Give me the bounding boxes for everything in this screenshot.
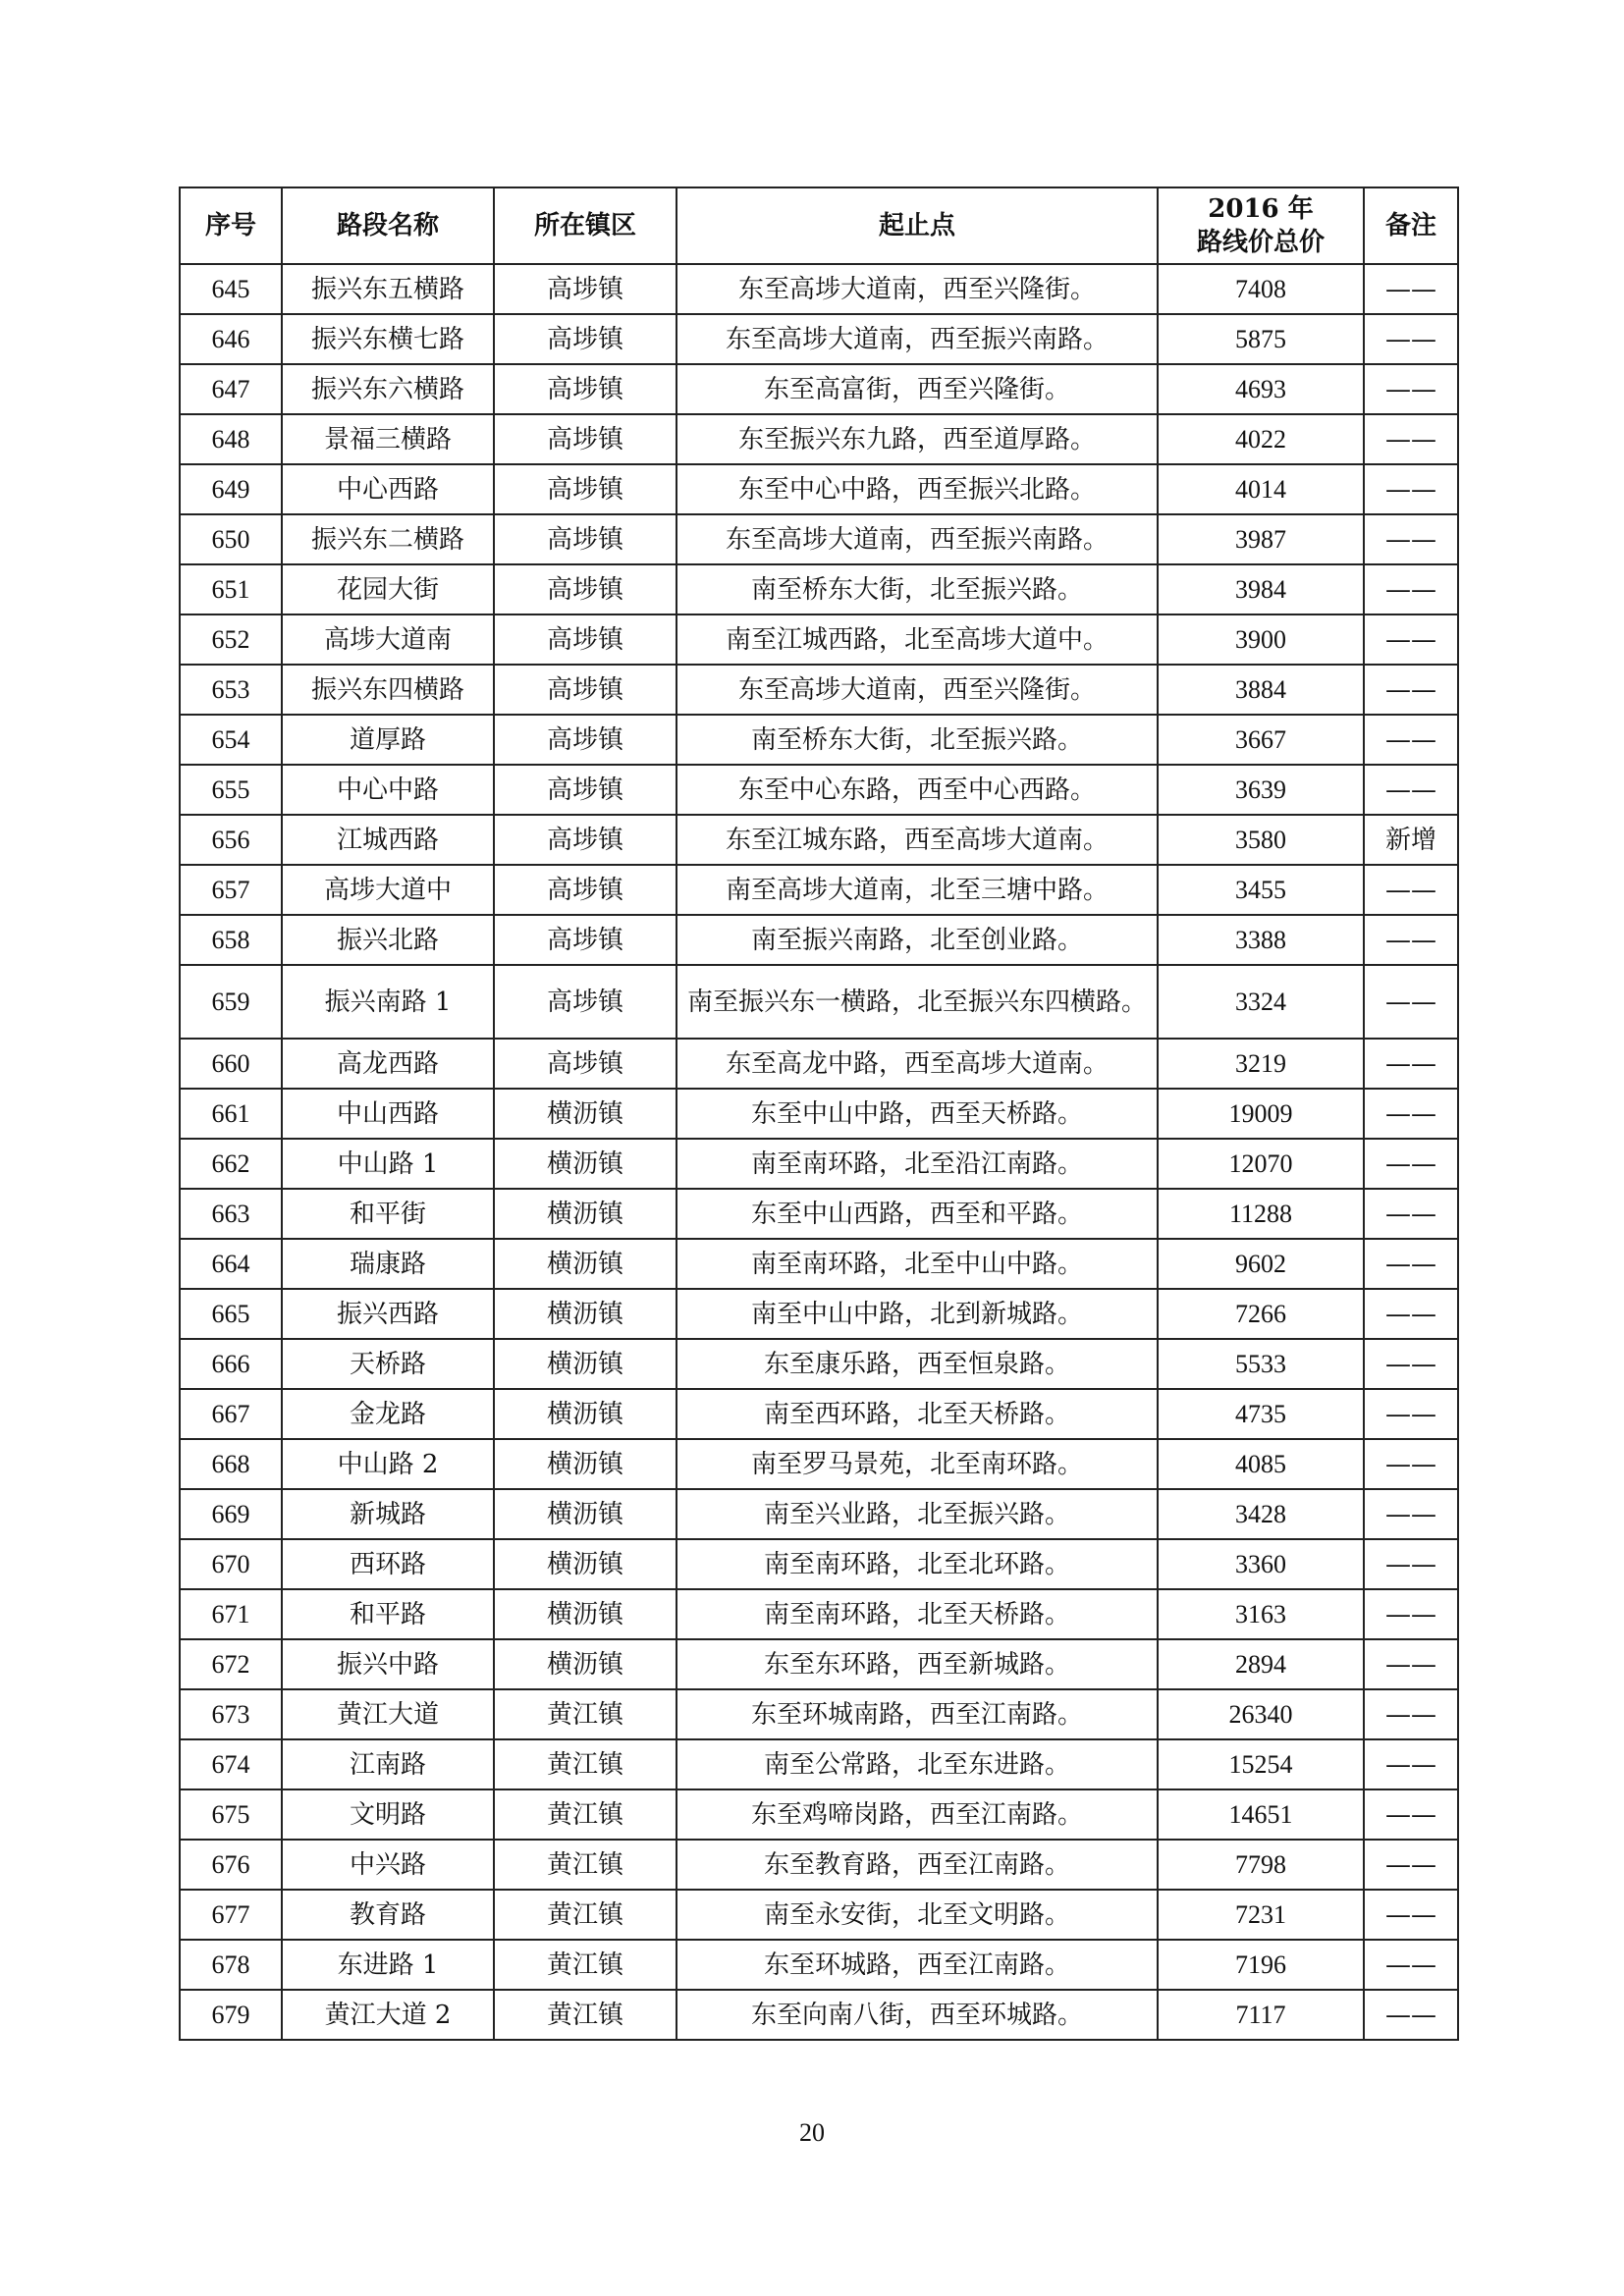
cell-note: ——	[1364, 1739, 1458, 1789]
cell-town: 高埗镇	[494, 765, 677, 815]
cell-note: ——	[1364, 965, 1458, 1039]
cell-start-end: 东至环城南路，西至江南路。	[677, 1689, 1158, 1739]
cell-price: 7196	[1158, 1940, 1364, 1990]
cell-road-name: 黄江大道	[282, 1689, 494, 1739]
table-row	[180, 965, 1458, 1039]
cell-price: 5875	[1158, 314, 1364, 364]
cell-note: ——	[1364, 1689, 1458, 1739]
cell-start-end: 东至振兴东九路，西至道厚路。	[677, 414, 1158, 464]
cell-town: 横沥镇	[494, 1539, 677, 1589]
cell-start-end: 东至高埗大道南，西至兴隆街。	[677, 665, 1158, 715]
cell-town: 高埗镇	[494, 665, 677, 715]
cell-seq: 672	[180, 1639, 282, 1689]
cell-road-name: 中山路 2	[282, 1439, 494, 1489]
cell-price: 3163	[1158, 1589, 1364, 1639]
cell-start-end: 南至南环路，北至北环路。	[677, 1539, 1158, 1589]
cell-price: 3667	[1158, 715, 1364, 765]
cell-road-name: 振兴东二横路	[282, 514, 494, 564]
cell-road-name: 道厚路	[282, 715, 494, 765]
table-header-row	[180, 187, 1458, 264]
cell-road-name: 高埗大道中	[282, 865, 494, 915]
cell-seq: 664	[180, 1239, 282, 1289]
cell-price: 4022	[1158, 414, 1364, 464]
cell-town: 高埗镇	[494, 514, 677, 564]
header-price-label: 路线价总价	[1196, 228, 1325, 257]
table-row	[180, 1639, 1458, 1689]
cell-start-end: 南至桥东大街，北至振兴路。	[677, 715, 1158, 765]
cell-start-end: 南至永安街，北至文明路。	[677, 1890, 1158, 1940]
cell-seq: 649	[180, 464, 282, 514]
table-row	[180, 1539, 1458, 1589]
cell-start-end: 东至教育路，西至江南路。	[677, 1840, 1158, 1890]
cell-seq: 653	[180, 665, 282, 715]
cell-start-end: 东至江城东路，西至高埗大道南。	[677, 815, 1158, 865]
header-seq: 序号	[180, 187, 282, 264]
cell-road-name: 振兴东六横路	[282, 364, 494, 414]
cell-note: ——	[1364, 1789, 1458, 1840]
table-row	[180, 1439, 1458, 1489]
cell-price: 3884	[1158, 665, 1364, 715]
cell-start-end: 南至南环路，北至沿江南路。	[677, 1139, 1158, 1189]
cell-seq: 675	[180, 1789, 282, 1840]
cell-town: 横沥镇	[494, 1089, 677, 1139]
cell-town: 高埗镇	[494, 965, 677, 1039]
cell-town: 黄江镇	[494, 1739, 677, 1789]
cell-note: ——	[1364, 1940, 1458, 1990]
cell-town: 高埗镇	[494, 464, 677, 514]
cell-town: 黄江镇	[494, 1940, 677, 1990]
cell-price: 3580	[1158, 815, 1364, 865]
cell-price: 4693	[1158, 364, 1364, 414]
cell-town: 黄江镇	[494, 1990, 677, 2040]
cell-road-name: 江城西路	[282, 815, 494, 865]
cell-road-name: 中兴路	[282, 1840, 494, 1890]
cell-start-end: 南至公常路，北至东进路。	[677, 1739, 1158, 1789]
cell-start-end: 南至罗马景苑，北至南环路。	[677, 1439, 1158, 1489]
cell-note: ——	[1364, 464, 1458, 514]
table-row	[180, 1339, 1458, 1389]
cell-price: 3984	[1158, 564, 1364, 614]
cell-price: 12070	[1158, 1139, 1364, 1189]
cell-note: ——	[1364, 564, 1458, 614]
cell-price: 2894	[1158, 1639, 1364, 1689]
cell-note: ——	[1364, 1089, 1458, 1139]
header-town: 所在镇区	[494, 187, 677, 264]
page-number: 20	[799, 2118, 825, 2147]
cell-start-end: 东至东环路，西至新城路。	[677, 1639, 1158, 1689]
cell-seq: 665	[180, 1289, 282, 1339]
cell-note: ——	[1364, 765, 1458, 815]
cell-road-name: 黄江大道 2	[282, 1990, 494, 2040]
table-row	[180, 1840, 1458, 1890]
cell-price: 11288	[1158, 1189, 1364, 1239]
cell-price: 4085	[1158, 1439, 1364, 1489]
cell-town: 黄江镇	[494, 1689, 677, 1739]
cell-town: 横沥镇	[494, 1389, 677, 1439]
cell-seq: 650	[180, 514, 282, 564]
table-row	[180, 1689, 1458, 1739]
cell-price: 3360	[1158, 1539, 1364, 1589]
table-row	[180, 1589, 1458, 1639]
cell-seq: 678	[180, 1940, 282, 1990]
cell-seq: 671	[180, 1589, 282, 1639]
cell-seq: 658	[180, 915, 282, 965]
cell-price: 3455	[1158, 865, 1364, 915]
cell-start-end: 南至振兴南路，北至创业路。	[677, 915, 1158, 965]
cell-road-name: 振兴北路	[282, 915, 494, 965]
cell-start-end: 东至康乐路，西至恒泉路。	[677, 1339, 1158, 1389]
cell-note: ——	[1364, 665, 1458, 715]
cell-note: ——	[1364, 1840, 1458, 1890]
table-row	[180, 1739, 1458, 1789]
cell-start-end: 东至高埗大道南，西至振兴南路。	[677, 514, 1158, 564]
cell-town: 高埗镇	[494, 414, 677, 464]
header-note: 备注	[1364, 187, 1458, 264]
cell-road-name: 中山路 1	[282, 1139, 494, 1189]
table-row	[180, 1139, 1458, 1189]
cell-seq: 655	[180, 765, 282, 815]
cell-town: 高埗镇	[494, 564, 677, 614]
cell-start-end: 南至桥东大街，北至振兴路。	[677, 564, 1158, 614]
cell-road-name: 花园大街	[282, 564, 494, 614]
table-row	[180, 815, 1458, 865]
cell-seq: 673	[180, 1689, 282, 1739]
cell-start-end: 东至高埗大道南，西至兴隆街。	[677, 264, 1158, 314]
cell-start-end: 东至中山西路，西至和平路。	[677, 1189, 1158, 1239]
cell-seq: 647	[180, 364, 282, 414]
cell-start-end: 南至西环路，北至天桥路。	[677, 1389, 1158, 1439]
table-row	[180, 1189, 1458, 1239]
cell-road-name: 振兴南路 1	[282, 965, 494, 1039]
cell-town: 横沥镇	[494, 1139, 677, 1189]
cell-note: ——	[1364, 1639, 1458, 1689]
cell-start-end: 南至南环路，北至天桥路。	[677, 1589, 1158, 1639]
cell-note: ——	[1364, 264, 1458, 314]
cell-start-end: 东至高龙中路，西至高埗大道南。	[677, 1039, 1158, 1089]
table-row	[180, 1789, 1458, 1840]
cell-note: ——	[1364, 614, 1458, 665]
cell-town: 黄江镇	[494, 1890, 677, 1940]
cell-road-name: 景福三横路	[282, 414, 494, 464]
cell-seq: 651	[180, 564, 282, 614]
table-row	[180, 865, 1458, 915]
cell-road-name: 中心中路	[282, 765, 494, 815]
cell-note: ——	[1364, 314, 1458, 364]
header-road-name: 路段名称	[282, 187, 494, 264]
cell-seq: 666	[180, 1339, 282, 1389]
cell-price: 9602	[1158, 1239, 1364, 1289]
table-row	[180, 765, 1458, 815]
table-row	[180, 514, 1458, 564]
cell-note: ——	[1364, 915, 1458, 965]
table-row	[180, 364, 1458, 414]
cell-start-end: 东至中心中路，西至振兴北路。	[677, 464, 1158, 514]
cell-road-name: 振兴西路	[282, 1289, 494, 1339]
cell-price: 3900	[1158, 614, 1364, 665]
cell-price: 7798	[1158, 1840, 1364, 1890]
cell-price: 14651	[1158, 1789, 1364, 1840]
cell-town: 高埗镇	[494, 1039, 677, 1089]
cell-road-name: 振兴东五横路	[282, 264, 494, 314]
cell-note: ——	[1364, 1539, 1458, 1589]
cell-town: 高埗镇	[494, 915, 677, 965]
cell-road-name: 西环路	[282, 1539, 494, 1589]
cell-note: ——	[1364, 1339, 1458, 1389]
cell-note: ——	[1364, 1039, 1458, 1089]
cell-road-name: 天桥路	[282, 1339, 494, 1389]
cell-road-name: 高龙西路	[282, 1039, 494, 1089]
table-row	[180, 1990, 1458, 2040]
cell-start-end: 南至兴业路，北至振兴路。	[677, 1489, 1158, 1539]
cell-road-name: 新城路	[282, 1489, 494, 1539]
table-row	[180, 1890, 1458, 1940]
cell-price: 5533	[1158, 1339, 1364, 1389]
cell-price: 3388	[1158, 915, 1364, 965]
cell-town: 高埗镇	[494, 815, 677, 865]
cell-road-name: 中山西路	[282, 1089, 494, 1139]
cell-note: ——	[1364, 1139, 1458, 1189]
cell-town: 横沥镇	[494, 1439, 677, 1489]
cell-price: 4735	[1158, 1389, 1364, 1439]
cell-road-name: 江南路	[282, 1739, 494, 1789]
cell-town: 横沥镇	[494, 1589, 677, 1639]
cell-note: ——	[1364, 1289, 1458, 1339]
cell-note: ——	[1364, 414, 1458, 464]
cell-price: 26340	[1158, 1689, 1364, 1739]
table-row	[180, 1089, 1458, 1139]
cell-price: 3987	[1158, 514, 1364, 564]
cell-town: 高埗镇	[494, 865, 677, 915]
header-price-year: 2016 年	[1208, 194, 1314, 224]
table-row	[180, 1389, 1458, 1439]
cell-road-name: 瑞康路	[282, 1239, 494, 1289]
cell-town: 黄江镇	[494, 1789, 677, 1840]
cell-seq: 670	[180, 1539, 282, 1589]
header-price	[1158, 187, 1364, 264]
cell-start-end: 南至南环路，北至中山中路。	[677, 1239, 1158, 1289]
cell-road-name: 金龙路	[282, 1389, 494, 1439]
cell-start-end: 东至鸡啼岗路，西至江南路。	[677, 1789, 1158, 1840]
cell-start-end: 南至中山中路，北到新城路。	[677, 1289, 1158, 1339]
cell-price: 7408	[1158, 264, 1364, 314]
cell-note: ——	[1364, 1389, 1458, 1439]
cell-seq: 661	[180, 1089, 282, 1139]
table-row	[180, 665, 1458, 715]
cell-town: 高埗镇	[494, 364, 677, 414]
cell-seq: 652	[180, 614, 282, 665]
table-row	[180, 1039, 1458, 1089]
cell-town: 横沥镇	[494, 1289, 677, 1339]
cell-town: 高埗镇	[494, 264, 677, 314]
cell-seq: 657	[180, 865, 282, 915]
cell-start-end: 南至江城西路，北至高埗大道中。	[677, 614, 1158, 665]
cell-town: 横沥镇	[494, 1239, 677, 1289]
cell-seq: 646	[180, 314, 282, 364]
table-row	[180, 1239, 1458, 1289]
cell-seq: 654	[180, 715, 282, 765]
cell-start-end: 南至高埗大道南，北至三塘中路。	[677, 865, 1158, 915]
table-row	[180, 564, 1458, 614]
cell-road-name: 高埗大道南	[282, 614, 494, 665]
cell-road-name: 中心西路	[282, 464, 494, 514]
cell-note: ——	[1364, 865, 1458, 915]
cell-price: 3324	[1158, 965, 1364, 1039]
cell-price: 3639	[1158, 765, 1364, 815]
cell-price: 3219	[1158, 1039, 1364, 1089]
table-row	[180, 414, 1458, 464]
cell-start-end: 东至向南八街，西至环城路。	[677, 1990, 1158, 2040]
cell-price: 4014	[1158, 464, 1364, 514]
cell-road-name: 振兴东四横路	[282, 665, 494, 715]
table-row	[180, 264, 1458, 314]
table-row	[180, 1489, 1458, 1539]
cell-note: 新增	[1364, 815, 1458, 865]
cell-seq: 660	[180, 1039, 282, 1089]
cell-town: 黄江镇	[494, 1840, 677, 1890]
cell-start-end: 南至振兴东一横路，北至振兴东四横路。	[677, 965, 1158, 1039]
cell-town: 高埗镇	[494, 614, 677, 665]
cell-seq: 659	[180, 965, 282, 1039]
cell-note: ——	[1364, 1589, 1458, 1639]
cell-town: 横沥镇	[494, 1339, 677, 1389]
cell-note: ——	[1364, 1439, 1458, 1489]
cell-seq: 645	[180, 264, 282, 314]
cell-road-name: 教育路	[282, 1890, 494, 1940]
cell-seq: 648	[180, 414, 282, 464]
cell-seq: 676	[180, 1840, 282, 1890]
cell-price: 3428	[1158, 1489, 1364, 1539]
cell-road-name: 东进路 1	[282, 1940, 494, 1990]
cell-seq: 669	[180, 1489, 282, 1539]
cell-seq: 663	[180, 1189, 282, 1239]
cell-start-end: 东至高富街，西至兴隆街。	[677, 364, 1158, 414]
road-price-table	[179, 187, 1459, 2041]
cell-seq: 677	[180, 1890, 282, 1940]
cell-town: 横沥镇	[494, 1489, 677, 1539]
cell-seq: 674	[180, 1739, 282, 1789]
cell-price: 7117	[1158, 1990, 1364, 2040]
cell-note: ——	[1364, 1239, 1458, 1289]
table-row	[180, 1940, 1458, 1990]
cell-start-end: 东至中心东路，西至中心西路。	[677, 765, 1158, 815]
cell-note: ——	[1364, 715, 1458, 765]
table-row	[180, 614, 1458, 665]
cell-town: 横沥镇	[494, 1189, 677, 1239]
cell-seq: 662	[180, 1139, 282, 1189]
cell-start-end: 东至中山中路，西至天桥路。	[677, 1089, 1158, 1139]
cell-price: 15254	[1158, 1739, 1364, 1789]
cell-note: ——	[1364, 1890, 1458, 1940]
table-row	[180, 314, 1458, 364]
cell-note: ——	[1364, 1990, 1458, 2040]
table-body	[180, 264, 1458, 2040]
cell-seq: 656	[180, 815, 282, 865]
cell-seq: 679	[180, 1990, 282, 2040]
cell-note: ——	[1364, 1189, 1458, 1239]
cell-price: 7231	[1158, 1890, 1364, 1940]
table-row	[180, 464, 1458, 514]
table-row	[180, 1289, 1458, 1339]
cell-road-name: 和平路	[282, 1589, 494, 1639]
cell-note: ——	[1364, 514, 1458, 564]
cell-start-end: 东至环城路，西至江南路。	[677, 1940, 1158, 1990]
header-start-end: 起止点	[677, 187, 1158, 264]
cell-seq: 667	[180, 1389, 282, 1439]
table-row	[180, 915, 1458, 965]
cell-town: 高埗镇	[494, 715, 677, 765]
cell-town: 高埗镇	[494, 314, 677, 364]
cell-start-end: 东至高埗大道南，西至振兴南路。	[677, 314, 1158, 364]
cell-price: 19009	[1158, 1089, 1364, 1139]
cell-road-name: 文明路	[282, 1789, 494, 1840]
cell-note: ——	[1364, 1489, 1458, 1539]
cell-seq: 668	[180, 1439, 282, 1489]
cell-road-name: 振兴中路	[282, 1639, 494, 1689]
cell-town: 横沥镇	[494, 1639, 677, 1689]
cell-price: 7266	[1158, 1289, 1364, 1339]
cell-note: ——	[1364, 364, 1458, 414]
table-row	[180, 715, 1458, 765]
cell-road-name: 振兴东横七路	[282, 314, 494, 364]
cell-road-name: 和平街	[282, 1189, 494, 1239]
